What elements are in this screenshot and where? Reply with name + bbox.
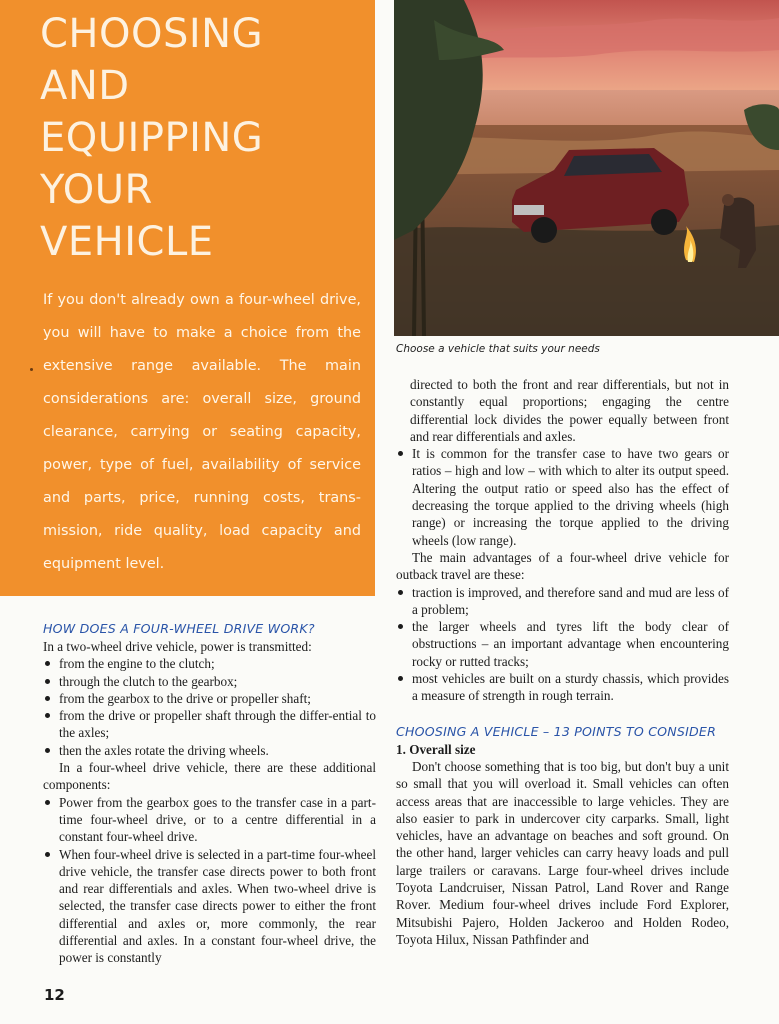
list-item: Power from the gearbox goes to the transfer case in a part-time four-wheel drive, or to a centre differential in a constant four-wheel drive. [43, 794, 376, 846]
list-item: most vehicles are built on a sturdy chassis, which provides a measure of strength in rough terrain. [396, 670, 729, 705]
list-item: from the drive or propeller shaft through the differ-ential to the axles; [43, 707, 376, 742]
bullet-list [43, 655, 376, 759]
left-column [43, 620, 376, 967]
chapter-title [40, 8, 360, 268]
title-line: AND [40, 63, 130, 109]
title-line: CHOOSING [40, 11, 264, 57]
orange-title-panel [0, 0, 375, 596]
paragraph: In a two-wheel drive vehicle, power is transmitted: [43, 639, 312, 654]
vehicle-photo [394, 0, 779, 336]
list-item: through the clutch to the gearbox; [43, 673, 376, 690]
list-item: When four-wheel drive is selected in a part-time four-wheel drive vehicle, the transfer case directs power to both front and rear differentials and axles. When two-wheel drive is selected, the transfer case directs power to either the front differential and axles or, more commonly, the rear differential and axles. In a constant four-wheel drive, the power is constantly [43, 846, 376, 967]
bullet-list [396, 584, 729, 705]
section-heading: HOW DOES A FOUR-WHEEL DRIVE WORK? [43, 621, 315, 636]
list-item: It is common for the transfer case to have two gears or ratios – high and low – with which to alter its output speed. Altering the output ratio or speed also has the effect of decreasing the torque applied to the driving wheels (high range) or increasing the torque applied to the driving wheels (low range). [396, 445, 729, 549]
title-line: EQUIPPING [40, 115, 264, 161]
subheading: 1. Overall size [396, 741, 476, 757]
title-line: YOUR [40, 167, 153, 213]
list-item: from the engine to the clutch; [43, 655, 376, 672]
section-heading: CHOOSING A VEHICLE – 13 POINTS TO CONSIDER [396, 723, 717, 739]
title-line: VEHICLE [40, 219, 214, 265]
list-item: then the axles rotate the driving wheels. [43, 742, 376, 759]
paragraph: The main advantages of a four-wheel drive vehicle for outback travel are these: [396, 549, 729, 583]
photo-caption: Choose a vehicle that suits your needs [396, 343, 600, 355]
intro-paragraph: If you don't already own a four-wheel drive, you will have to make a choice from the extensive range available. The main considerations are: overall size, ground clearance, carrying or seating capacity, power, type of fuel, availability of service and parts, price, running costs, trans-mission, ride quality, load capacity and equipment level. [43, 292, 361, 572]
paragraph: Don't choose something that is too big, but don't buy a unit so small that you will overload it. Small vehicles can often access areas that are inaccessible to large vehicles. They are also easier to park in undercover city carparks. Small, light vehicles, have an advantage on beaches and soft ground. On the other hand, larger vehicles can carry heavy loads and pull large trailers or caravans. Large four-wheel drives include Toyota Landcruiser, Nissan Patrol, Land Rover and Range Rover. Medium four-wheel drives include Ford Explorer, Mitsubishi Pajero, Holden Jackeroo and Holden Rodeo, Toyota Hilux, Nissan Pathfinder and [396, 758, 729, 947]
bullet-list [43, 794, 376, 967]
bullet-list [396, 445, 729, 549]
list-item: the larger wheels and tyres lift the body clear of obstructions – an important advantage when encountering rocky or rutted tracks; [396, 618, 729, 670]
list-item: traction is improved, and therefore sand and mud are less of a problem; [396, 584, 729, 619]
list-item: from the gearbox to the drive or propeller shaft; [43, 690, 376, 707]
continued-paragraph: directed to both the front and rear differentials, but not in constantly equal proportions; engaging the centre differential lock divides the power equally between front and rear differentials and axles. [410, 377, 729, 444]
paragraph: In a four-wheel drive vehicle, there are these additional components: [43, 760, 376, 793]
page-number: 12 [44, 986, 65, 1004]
stray-dot [30, 368, 33, 371]
right-column [396, 376, 729, 948]
